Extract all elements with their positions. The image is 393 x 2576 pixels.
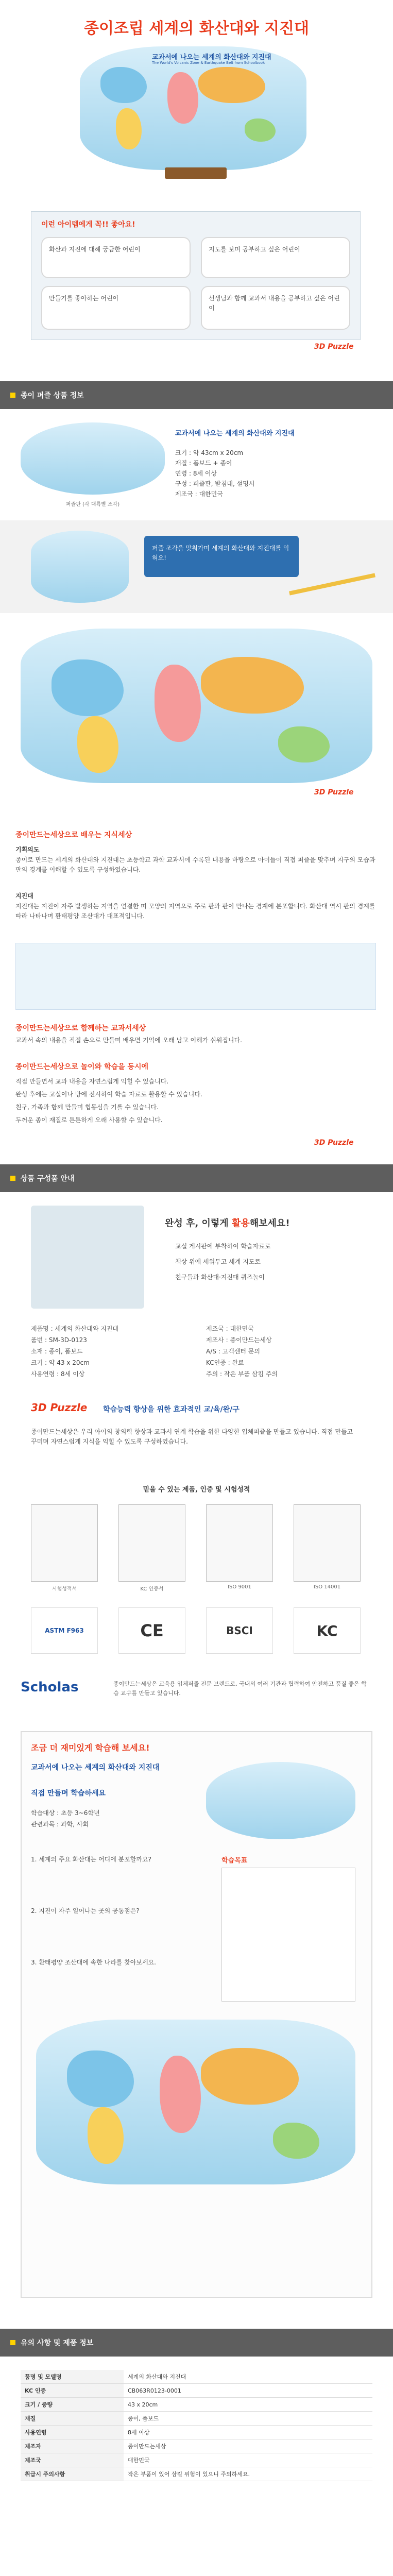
spec-line: 재질 : 폼보드 + 종이 <box>175 460 232 467</box>
continent-shape <box>201 657 304 714</box>
continent-shape <box>116 108 142 149</box>
section-header-label: 종이 퍼즐 상품 정보 <box>21 392 84 400</box>
promo-title: 학습능력 향상을 위한 효과적인 교/육/완/구 <box>103 1405 240 1414</box>
table-row <box>21 2453 372 2467</box>
usage-line: 책상 위에 세워두고 세계 지도로 <box>175 1258 261 1265</box>
usage-line: 친구들과 화산대·지진대 퀴즈놀이 <box>175 1274 265 1281</box>
spec-right: 주의 : 작은 부품 삼킴 주의 <box>206 1370 278 1378</box>
spec-left: 소재 : 종이, 폼보드 <box>31 1348 83 1355</box>
feature-item <box>41 286 191 330</box>
worksheet-header: 조금 더 재미있게 학습해 보세요! <box>31 1743 150 1753</box>
worksheet-grade: 학습대상 : 초등 3~6학년 <box>31 1809 100 1817</box>
worksheet-title: 교과서에 나오는 세계의 화산대와 지진대 <box>31 1764 160 1772</box>
spec-left: 품번 : SM-3D-0123 <box>31 1336 87 1344</box>
learning-list-item: 친구, 가족과 함께 만들며 협동심을 기를 수 있습니다. <box>15 1104 159 1111</box>
table-label-cell: KC 인증 <box>21 2384 124 2398</box>
learning-subtitle: 지진대 <box>15 892 33 900</box>
spec-right: 제조사 : 종이만드는세상 <box>206 1336 272 1344</box>
continent-shape <box>52 659 124 716</box>
hero-map <box>80 46 306 170</box>
learning-heading: 종이만드는세상으로 배우는 지식세상 <box>15 831 132 839</box>
hero-map-subtitle: The World's Volcanic Zone & Earthquake Belt from Schoolbook <box>152 61 265 65</box>
worksheet-big-map <box>36 2020 355 2184</box>
feature-heading: 이런 아이템에게 꼭!! 좋아요! <box>41 221 135 229</box>
table-label-cell: 크기 / 중량 <box>21 2398 124 2412</box>
feature-text: 선생님과 함께 교과서 내용을 공부하고 싶은 어린이 <box>209 295 340 312</box>
spec-line: 크기 : 약 43cm x 20cm <box>175 449 244 456</box>
usage-headline <box>165 1216 290 1229</box>
product-map-title: 교과서에 나오는 세계의 화산대와 지진대 <box>175 430 295 437</box>
worksheet-map <box>206 1762 355 1839</box>
usage-headline-tail: 해보세요! <box>249 1218 290 1229</box>
table-label-cell: 제조자 <box>21 2439 124 2453</box>
continent-shape <box>201 2048 299 2105</box>
worksheet-goal: 학습목표 <box>221 1857 248 1865</box>
brand-badge: 3D Puzzle <box>314 1139 354 1147</box>
continent-shape <box>160 2056 201 2133</box>
spec-left: 크기 : 약 43 x 20cm <box>31 1359 90 1366</box>
spec-line: 구성 : 퍼즐판, 받침대, 설명서 <box>175 480 255 487</box>
usage-photo <box>31 1206 144 1309</box>
table-row <box>21 2398 372 2412</box>
worksheet-subject: 관련과목 : 과학, 사회 <box>31 1821 89 1828</box>
large-map <box>21 629 372 783</box>
section-header <box>0 381 393 409</box>
table-value-cell: 종이만드는세상 <box>124 2439 372 2453</box>
worksheet-title-b: 직접 만들며 학습하세요 <box>31 1789 106 1798</box>
feature-item <box>201 237 350 278</box>
step-map <box>31 531 129 603</box>
cert-caption: ISO 9001 <box>228 1584 251 1590</box>
continent-shape <box>77 716 118 773</box>
continent-shape <box>198 67 265 103</box>
kc-logo <box>294 1607 361 1654</box>
learning-paragraph: 지진대는 지진이 자주 발생하는 지역을 연결한 띠 모양의 지역으로 주로 판과 판이 만나는 경계에 분포합니다. 화산대 역시 판의 경계를 따라 나타나며 환태평양 조산대가 대표적입니다. <box>15 903 375 920</box>
brand-badge: 3D Puzzle <box>314 788 354 796</box>
learning-heading: 종이만드는세상으로 함께하는 교과서세상 <box>15 1024 146 1032</box>
cert-caption: KC 인증서 <box>140 1586 164 1592</box>
table-row <box>21 2439 372 2453</box>
continent-shape <box>100 67 147 103</box>
brand-badge: 3D Puzzle <box>314 343 354 351</box>
product-caption: 퍼즐판 (각 대륙별 조각) <box>65 502 120 507</box>
bsci-logo <box>206 1607 273 1654</box>
section-header <box>0 2329 393 2357</box>
spec-right: A/S : 고객센터 문의 <box>206 1348 260 1355</box>
learning-heading: 종이만드는세상으로 놀이와 학습을 동시에 <box>15 1063 149 1071</box>
cert-doc <box>118 1504 185 1582</box>
feature-text: 화산과 지진에 대해 궁금한 어린이 <box>49 246 141 253</box>
continent-shape <box>88 2107 124 2164</box>
worksheet-goal-box <box>221 1868 355 2002</box>
continent-shape <box>245 118 276 142</box>
table-row <box>21 2384 372 2398</box>
table-row <box>21 2370 372 2384</box>
learning-list-item: 직접 만들면서 교과 내용을 자연스럽게 익힐 수 있습니다. <box>15 1078 169 1085</box>
cert-caption: ISO 14001 <box>313 1584 341 1590</box>
bullet-icon <box>10 1176 15 1181</box>
learning-list-item: 두꺼운 종이 재질로 튼튼하게 오래 사용할 수 있습니다. <box>15 1116 163 1124</box>
table-value-cell: 대한민국 <box>124 2453 372 2467</box>
continent-shape <box>155 665 201 742</box>
usage-line: 교실 게시판에 부착하여 학습자료로 <box>175 1243 271 1250</box>
spec-left: 사용연령 : 8세 이상 <box>31 1370 85 1378</box>
table-label-cell: 재질 <box>21 2412 124 2426</box>
step-callout-text: 퍼즐 조각을 맞춰가며 세계의 화산대와 지진대를 익혀요! <box>152 545 289 562</box>
spec-line: 연령 : 8세 이상 <box>175 470 217 477</box>
table-label-cell: 취급시 주의사항 <box>21 2467 124 2481</box>
continent-shape <box>278 726 330 762</box>
cert-doc <box>31 1504 98 1582</box>
usage-headline-text: 완성 후, 이렇게 <box>165 1218 229 1229</box>
worksheet-question: 3. 환태평양 조산대에 속한 나라를 찾아보세요. <box>31 1959 156 1966</box>
bsci-logo-text: BSCI <box>226 1624 253 1637</box>
continent-shape <box>67 2050 134 2107</box>
table-value-cell: 8세 이상 <box>124 2426 372 2439</box>
table-row <box>21 2412 372 2426</box>
table-label-cell: 사용연령 <box>21 2426 124 2439</box>
continent-shape <box>273 2123 319 2159</box>
spec-right: KC인증 : 완료 <box>206 1359 244 1366</box>
section-header-label: 유의 사항 및 제품 정보 <box>21 2339 94 2347</box>
bullet-icon <box>10 2340 15 2345</box>
spec-left: 제품명 : 세계의 화산대와 지진대 <box>31 1325 118 1332</box>
promo-badge: 3D Puzzle <box>31 1401 88 1414</box>
table-row <box>21 2467 372 2481</box>
cert-doc <box>294 1504 361 1582</box>
learning-paragraph: 교과서 속의 내용을 직접 손으로 만들며 배우면 기억에 오래 남고 이해가 쉬워집니다. <box>15 1037 242 1044</box>
table-value-cell: 작은 부품이 있어 삼킬 위험이 있으니 주의하세요. <box>124 2467 372 2481</box>
learning-image <box>15 943 376 1010</box>
feature-text: 지도를 보며 공부하고 싶은 어린이 <box>209 246 300 253</box>
ce-logo-text: CE <box>140 1621 164 1640</box>
spec-line: 제조국 : 대한민국 <box>175 490 223 498</box>
map-stand <box>165 167 227 179</box>
scholas-logo: Scholas <box>21 1680 79 1695</box>
feature-item <box>41 237 191 278</box>
learning-subtitle: 기획의도 <box>15 846 40 853</box>
cert-doc <box>206 1504 273 1582</box>
cert-caption: 시험성적서 <box>52 1586 77 1592</box>
spec-right: 제조국 : 대한민국 <box>206 1325 254 1332</box>
scholas-text: 종이만드는세상은 교육용 입체퍼즐 전문 브랜드로, 국내외 여러 기관과 협력하여 안전하고 품질 좋은 학습 교구를 만들고 있습니다. <box>113 1681 367 1697</box>
astm-logo-text: ASTM F963 <box>45 1627 84 1634</box>
page-title: 종이조립 세계의 화산대와 지진대 <box>83 20 310 38</box>
table-value-cell: 43 x 20cm <box>124 2398 372 2412</box>
section-header-label: 상품 구성품 안내 <box>21 1175 75 1183</box>
bullet-icon <box>10 393 15 398</box>
section-header <box>0 1164 393 1192</box>
table-label-cell: 품명 및 모델명 <box>21 2370 124 2384</box>
continent-shape <box>167 72 198 124</box>
product-map <box>21 422 165 495</box>
learning-paragraph: 종이로 만드는 세계의 화산대와 지진대는 초등학교 과학 교과서에 수록된 내용을 바탕으로 아이들이 직접 퍼즐을 맞추며 지구의 모습과 판의 경계를 이해할 수 있도록 구성하였습니다. <box>15 856 375 874</box>
usage-headline-em: 활용 <box>231 1218 250 1229</box>
table-row <box>21 2426 372 2439</box>
hero-map-title: 교과서에 나오는 세계의 화산대와 지진대 <box>152 54 271 61</box>
learning-list-item: 완성 후에는 교실이나 방에 전시하여 학습 자료로 활용할 수 있습니다. <box>15 1091 202 1098</box>
table-value-cell: 종이, 폼보드 <box>124 2412 372 2426</box>
table-value-cell: CB063R0123-0001 <box>124 2384 372 2398</box>
worksheet-question: 2. 지진이 자주 일어나는 곳의 공통점은? <box>31 1907 140 1914</box>
table-value-cell: 세계의 화산대와 지진대 <box>124 2370 372 2384</box>
table-label-cell: 제조국 <box>21 2453 124 2467</box>
feature-text: 만들기를 좋아하는 어린이 <box>49 295 119 302</box>
promo-body: 종이만드는세상은 우리 아이의 창의력 향상과 교과서 연계 학습을 위한 다양한 입체퍼즐을 만들고 있습니다. 직접 만들고 꾸미며 자연스럽게 지식을 익힐 수 있도록 구성하였습니다. <box>31 1428 353 1446</box>
astm-logo <box>31 1607 98 1654</box>
info-table <box>21 2370 372 2481</box>
promo-certs-title: 믿을 수 있는 제품, 인증 및 시험성적 <box>143 1486 250 1494</box>
worksheet-question: 1. 세계의 주요 화산대는 어디에 분포할까요? <box>31 1856 151 1863</box>
ce-logo <box>118 1607 185 1654</box>
kc-logo-text: KC <box>316 1622 338 1639</box>
